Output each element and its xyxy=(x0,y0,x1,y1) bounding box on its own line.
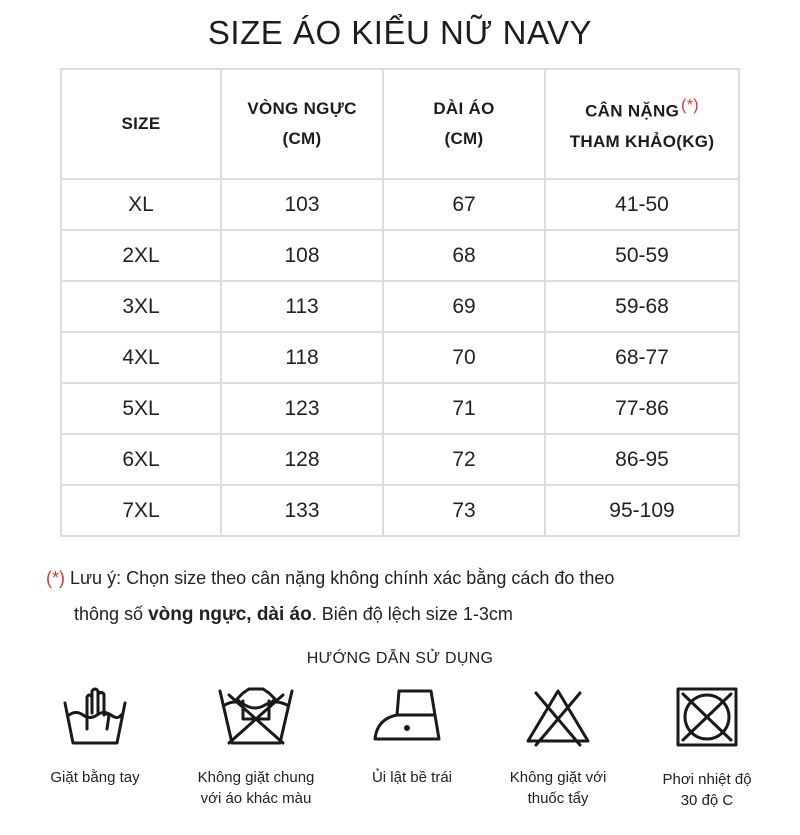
cell-chest: 108 xyxy=(221,230,383,281)
cell-size: 6XL xyxy=(61,434,221,485)
cell-size: 2XL xyxy=(61,230,221,281)
do-not-wash-together-icon xyxy=(215,685,297,747)
header-length: DÀI ÁO (CM) xyxy=(383,69,545,179)
hand-wash-icon xyxy=(59,685,131,747)
cell-length: 68 xyxy=(383,230,545,281)
cell-length: 71 xyxy=(383,383,545,434)
cell-chest: 113 xyxy=(221,281,383,332)
cell-length: 72 xyxy=(383,434,545,485)
size-table xyxy=(60,68,740,537)
no-bleach-icon xyxy=(522,685,594,747)
cell-size: 3XL xyxy=(61,281,221,332)
cell-size: XL xyxy=(61,179,221,230)
header-chest: VÒNG NGỰC (CM) xyxy=(221,69,383,179)
cell-chest: 128 xyxy=(221,434,383,485)
note-asterisk: (*) xyxy=(46,568,65,588)
cell-weight: 86-95 xyxy=(545,434,739,485)
header-weight: CÂN NẶNG (*) THAM KHẢO(KG) xyxy=(545,69,739,179)
asterisk-mark: (*) xyxy=(681,97,699,115)
table-row xyxy=(61,434,739,485)
table-row xyxy=(61,230,739,281)
cell-length: 70 xyxy=(383,332,545,383)
cell-chest: 118 xyxy=(221,332,383,383)
cell-chest: 103 xyxy=(221,179,383,230)
care-item-iron xyxy=(332,685,492,788)
table-row xyxy=(61,281,739,332)
table-header-row xyxy=(61,69,739,179)
care-label: Ủi lật bề trái xyxy=(371,769,453,786)
page-title: SIZE ÁO KIỂU NỮ NAVY xyxy=(207,14,593,51)
cell-length: 67 xyxy=(383,179,545,230)
table-row xyxy=(61,179,739,230)
cell-length: 73 xyxy=(383,485,545,536)
care-guide-title: HƯỚNG DẪN SỬ DỤNG xyxy=(306,650,494,667)
note-text-line1: Lưu ý: Chọn size theo cân nặng không chính xác bằng cách đo theo xyxy=(65,568,615,588)
care-label: Không giặt chung với áo khác màu xyxy=(197,769,315,807)
iron-inside-out-icon xyxy=(369,685,455,747)
care-label: Không giặt với thuốc tẩy xyxy=(509,769,607,807)
care-item-dry-temp xyxy=(627,685,787,811)
cell-weight: 77-86 xyxy=(545,383,739,434)
table-row xyxy=(61,383,739,434)
care-icons-row xyxy=(0,685,800,835)
cell-size: 5XL xyxy=(61,383,221,434)
size-note xyxy=(46,560,766,633)
cell-chest: 133 xyxy=(221,485,383,536)
cell-weight: 41-50 xyxy=(545,179,739,230)
care-item-no-bleach xyxy=(478,685,638,809)
cell-weight: 59-68 xyxy=(545,281,739,332)
care-label: Phơi nhiệt độ 30 độ C xyxy=(662,771,752,809)
cell-size: 4XL xyxy=(61,332,221,383)
care-label: Giặt bằng tay xyxy=(50,769,140,786)
header-size: SIZE xyxy=(61,69,221,179)
cell-weight: 68-77 xyxy=(545,332,739,383)
care-item-no-mix-wash xyxy=(176,685,336,809)
table-row xyxy=(61,332,739,383)
cell-weight: 95-109 xyxy=(545,485,739,536)
table-row xyxy=(61,485,739,536)
cell-size: 7XL xyxy=(61,485,221,536)
cell-weight: 50-59 xyxy=(545,230,739,281)
note-bold-text: vòng ngực, dài áo xyxy=(148,604,312,625)
cell-length: 69 xyxy=(383,281,545,332)
cell-chest: 123 xyxy=(221,383,383,434)
care-item-hand-wash xyxy=(15,685,175,788)
tumble-dry-30-icon xyxy=(671,685,743,749)
note-text-line2: thông số vòng ngực, dài áo. Biên độ lệch size 1-3cm xyxy=(74,604,513,625)
